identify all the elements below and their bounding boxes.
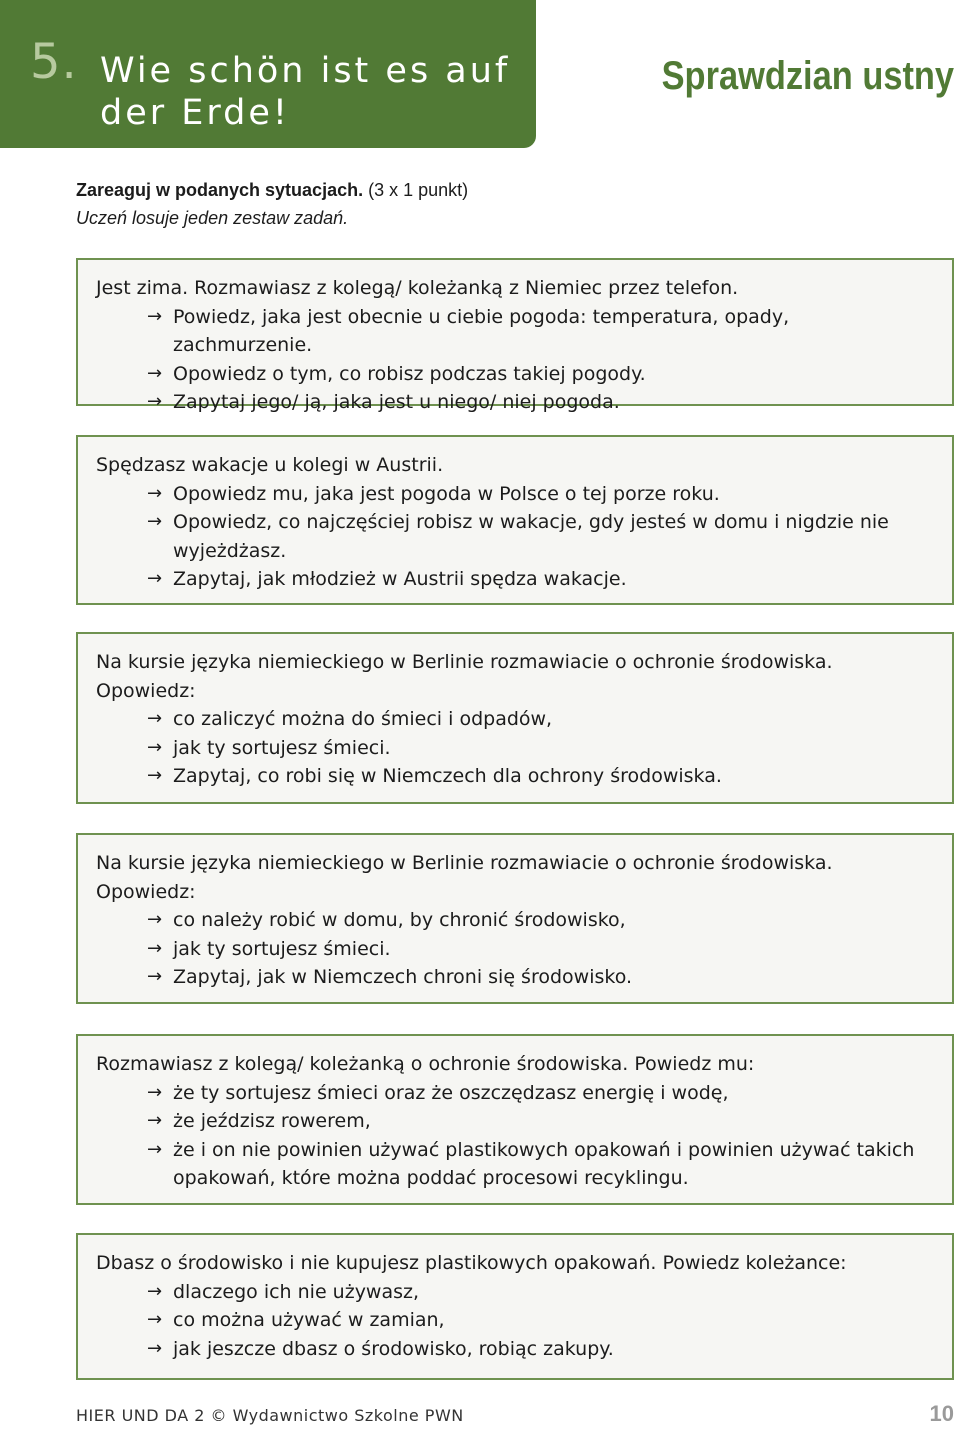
task-line: Na kursie języka niemieckiego w Berlinie rozmawiacie o ochronie środowiska. xyxy=(96,852,833,874)
task-bullet: → Zapytaj jego/ ją, jaka jest u niego/ niej pogoda. xyxy=(96,388,933,417)
task-box-2 xyxy=(76,435,954,605)
chapter-header xyxy=(0,0,536,148)
task-line: Dbasz o środowisko i nie kupujesz plastikowych opakowań. Powiedz koleżance: xyxy=(96,1252,847,1274)
page-number: 10 xyxy=(929,1401,954,1426)
arrow-icon: → xyxy=(147,1138,163,1160)
arrow-icon: → xyxy=(147,568,163,589)
task-bullet: → Opowiedz mu, jaka jest pogoda w Polsce o tej porze roku. xyxy=(96,480,933,509)
chapter-title: Wie schön ist es auf der Erde! xyxy=(100,51,511,133)
task-bullet: → jak ty sortujesz śmieci. xyxy=(96,734,933,763)
task-box-1 xyxy=(76,258,954,413)
footer-copyright: HIER UND DA 2 © Wydawnictwo Szkolne PWN xyxy=(76,1406,464,1425)
task-line: Na kursie języka niemieckiego w Berlinie rozmawiacie o ochronie środowiska. xyxy=(96,651,833,673)
task-box-5 xyxy=(76,1034,954,1205)
instruction-subtext: Uczeń losuje jeden zestaw zadań. xyxy=(76,208,349,228)
arrow-icon: → xyxy=(147,1309,163,1330)
arrow-icon: → xyxy=(147,1280,163,1302)
task-box-3 xyxy=(76,632,954,804)
task-bullet: → co zaliczyć można do śmieci i odpadów, xyxy=(96,705,933,734)
task-line: Jest zima. Rozmawiasz z kolegą/ koleżanką z Niemiec przez telefon. xyxy=(96,277,739,299)
arrow-icon: → xyxy=(147,736,163,758)
arrow-icon: → xyxy=(147,765,163,786)
arrow-icon: → xyxy=(147,1081,163,1103)
task-bullet: → Zapytaj, jak w Niemczech chroni się środowisko. xyxy=(96,963,933,992)
task-bullet: → Opowiedz, co najczęściej robisz w wakacje, gdy jesteś w domu i nigdzie nie wyjeżdżasz. xyxy=(96,508,933,565)
arrow-icon: → xyxy=(147,1110,163,1131)
task-bullet: → Zapytaj, jak młodzież w Austrii spędza wakacje. xyxy=(96,565,933,594)
task-bullet: → dlaczego ich nie używasz, xyxy=(96,1278,933,1307)
task-bullet: → że i on nie powinien używać plastikowych opakowań i powinien używać takich opakowań, które można poddać procesowi recyklingu. xyxy=(96,1136,933,1193)
arrow-icon: → xyxy=(147,966,163,987)
arrow-icon: → xyxy=(147,1337,163,1359)
task-line: Spędzasz wakacje u kolegi w Austrii. xyxy=(96,454,444,476)
task-line: Rozmawiasz z kolegą/ koleżanką o ochronie środowiska. Powiedz mu: xyxy=(96,1053,755,1075)
arrow-icon: → xyxy=(147,511,163,532)
task-box-6 xyxy=(76,1233,954,1380)
arrow-icon: → xyxy=(147,909,163,930)
task-box-4 xyxy=(76,833,954,1004)
arrow-icon: → xyxy=(147,305,163,327)
task-bullet: → co należy robić w domu, by chronić środowisko, xyxy=(96,906,933,935)
task-bullet: → co można używać w zamian, xyxy=(96,1306,933,1335)
task-bullet: → jak jeszcze dbasz o środowisko, robiąc zakupy. xyxy=(96,1335,933,1364)
task-bullet: → Opowiedz o tym, co robisz podczas takiej pogody. xyxy=(96,360,933,389)
task-line: Opowiedz: xyxy=(96,880,196,903)
arrow-icon: → xyxy=(147,391,163,412)
arrow-icon: → xyxy=(147,937,163,959)
arrow-icon: → xyxy=(147,482,163,504)
task-bullet: → że jeździsz rowerem, xyxy=(96,1107,933,1136)
chapter-number: 5. xyxy=(30,34,78,90)
task-bullet: → Powiedz, jaka jest obecnie u ciebie pogoda: temperatura, opady, zachmurzenie. xyxy=(96,303,933,360)
instruction xyxy=(76,176,936,232)
task-bullet: → Zapytaj, co robi się w Niemczech dla ochrony środowiska. xyxy=(96,762,933,791)
task-bullet: → że ty sortujesz śmieci oraz że oszczędzasz energię i wodę, xyxy=(96,1079,933,1108)
instruction-text: Zareaguj w podanych sytuacjach. xyxy=(76,180,364,200)
instruction-points: (3 x 1 punkt) xyxy=(368,180,469,200)
arrow-icon: → xyxy=(147,362,163,384)
task-bullet: → jak ty sortujesz śmieci. xyxy=(96,935,933,964)
arrow-icon: → xyxy=(147,708,163,729)
section-title: Sprawdzian ustny xyxy=(661,54,954,98)
task-line: Opowiedz: xyxy=(96,679,196,702)
